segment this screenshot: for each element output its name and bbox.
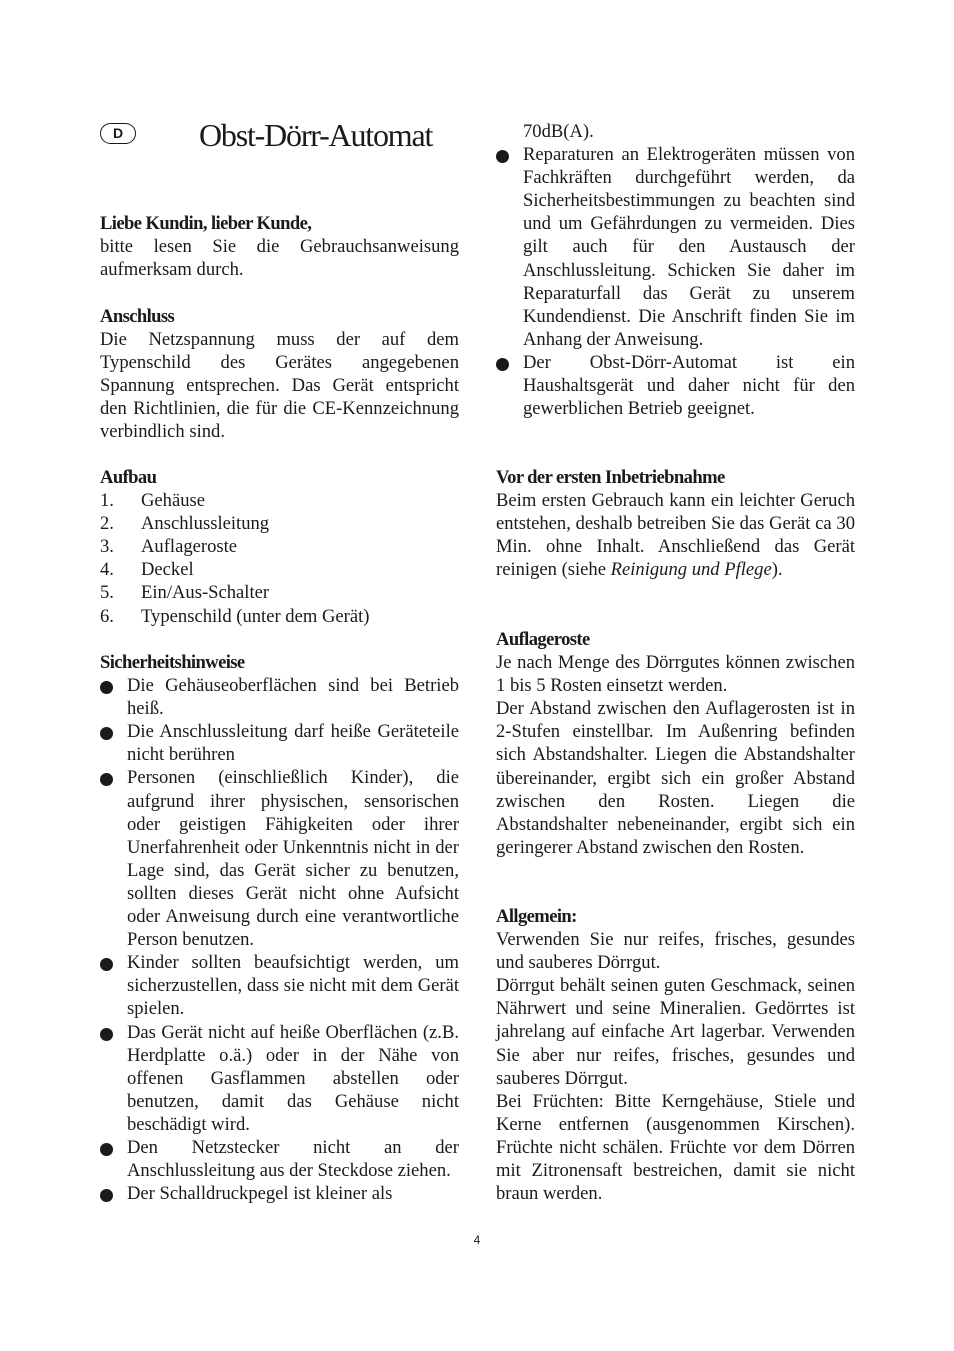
list-item bbox=[100, 581, 459, 604]
allgemein-section bbox=[496, 905, 855, 1205]
anschluss-section bbox=[100, 305, 459, 444]
list-item bbox=[100, 489, 459, 512]
aufbau-list bbox=[100, 489, 459, 628]
allgemein-text-1: Verwenden Sie nur reifes, frisches, gesundes und sauberes Dörrgut. bbox=[496, 929, 855, 974]
allgemein-heading: Allgemein: bbox=[496, 906, 577, 927]
item-text: Der Schalldruckpegel ist kleiner als bbox=[127, 1183, 393, 1205]
greeting-section bbox=[100, 212, 459, 281]
list-item bbox=[100, 674, 459, 720]
list-item bbox=[100, 1021, 459, 1136]
list-item bbox=[100, 535, 459, 558]
bullet-icon bbox=[100, 681, 113, 694]
item-text: Kinder sollten beaufsichtigt werden, um sicherzustellen, dass sie nicht mit dem Gerät spielen. bbox=[127, 952, 459, 1020]
item-number: 5. bbox=[100, 582, 114, 604]
aufbau-section bbox=[100, 466, 459, 628]
bullet-icon bbox=[100, 958, 113, 971]
item-number: 6. bbox=[100, 605, 114, 627]
list-item bbox=[100, 951, 459, 1020]
auflageroste-section bbox=[496, 628, 855, 859]
list-item bbox=[100, 512, 459, 535]
inbetrieb-section bbox=[496, 466, 855, 581]
item-text: Ein/Aus-Schalter bbox=[141, 582, 270, 604]
language-badge: D bbox=[100, 123, 136, 144]
item-text: Der Obst-Dörr-Automat ist ein Haushaltsgerät und daher nicht für den gewerblichen Betrieb geeignet. bbox=[523, 351, 855, 420]
inbetrieb-text-main: Beim ersten Gebrauch kann ein leichter Geruch entstehen, deshalb betreiben Sie das Gerät ca 30 Min. ohne Inhalt. Anschließend das Gerät reinigen (siehe bbox=[496, 490, 855, 581]
list-item bbox=[100, 720, 459, 766]
item-text: Typenschild (unter dem Gerät) bbox=[141, 605, 370, 627]
item-text: Reparaturen an Elektrogeräten müssen von Fachkräften durchgeführt werden, da Sicherheitsbestimmungen zu beachten sind und um Gefährdungen zu vermeiden. Dies gilt auch für den Austausch der Anschlussleitung. Schicken Sie daher im Reparaturfall das Gerät zu unserem Kundendienst. Die Anschrift finden Sie im Anhang der Anweisung. bbox=[523, 144, 855, 350]
anschluss-text: Die Netzspannung muss der auf dem Typenschild des Gerätes angegebenen Spannung entsprechen. Das Gerät entspricht den Richtlinien, die für die CE-Kennzeichnung verbindlich sind. bbox=[100, 329, 459, 443]
list-item bbox=[100, 1182, 459, 1205]
sicherheit-list-continued bbox=[496, 143, 855, 420]
item-text: Die Gehäuseoberflächen sind bei Betrieb heiß. bbox=[127, 675, 459, 720]
item-text: Anschlussleitung bbox=[141, 513, 270, 535]
list-item bbox=[100, 558, 459, 581]
page-title: Obst-Dörr-Automat bbox=[199, 117, 433, 153]
item-text: Auflageroste bbox=[141, 536, 238, 558]
auflageroste-text-1: Je nach Menge des Dörrgutes können zwischen 1 bis 5 Rosten einsetzt werden. bbox=[496, 652, 855, 697]
list-item bbox=[496, 143, 855, 351]
bullet-icon bbox=[100, 727, 113, 740]
item-number: 3. bbox=[100, 536, 114, 558]
allgemein-text-2: Dörrgut behält seinen guten Geschmack, seinen Nährwert und seine Mineralien. Gedörrtes ist jahrelang auf einfache Art lagerbar. Verwenden Sie aber nur reifes, frisches, gesundes und sauberes Dörrgut. bbox=[496, 975, 855, 1089]
item-number: 4. bbox=[100, 559, 114, 581]
bullet-icon bbox=[496, 358, 509, 371]
item-text: Gehäuse bbox=[141, 490, 206, 512]
sicherheit-section bbox=[100, 651, 459, 1205]
inbetrieb-text-end: ). bbox=[771, 559, 783, 581]
item-text: Deckel bbox=[141, 559, 194, 581]
inbetrieb-text bbox=[496, 489, 855, 581]
sicherheit-list bbox=[100, 674, 459, 1205]
item-number: 1. bbox=[100, 490, 114, 512]
aufbau-heading: Aufbau bbox=[100, 467, 157, 488]
item-number: 2. bbox=[100, 513, 114, 535]
item-text: Das Gerät nicht auf heiße Oberflächen (z.B. Herdplatte o.ä.) oder in der Nähe von offenen Gasflammen abstellen oder benutzen, damit das Gehäuse nicht beschädigt wird. bbox=[127, 1021, 459, 1135]
bullet-icon bbox=[496, 150, 509, 163]
list-item bbox=[496, 351, 855, 420]
list-item bbox=[100, 1136, 459, 1182]
greeting-text: bitte lesen Sie die Gebrauchsanweisung aufmerksam durch. bbox=[100, 236, 459, 281]
sicherheit-continued-section bbox=[496, 120, 855, 420]
sicherheit-heading: Sicherheitshinweise bbox=[100, 652, 245, 673]
bullet-icon bbox=[100, 1143, 113, 1156]
list-item bbox=[100, 766, 459, 951]
anschluss-heading: Anschluss bbox=[100, 306, 175, 327]
item-text: Den Netzstecker nicht an der Anschlussleitung aus der Steckdose ziehen. bbox=[127, 1136, 459, 1182]
list-item bbox=[100, 605, 459, 628]
item-text: Die Anschlussleitung darf heiße Geräteteile nicht berühren bbox=[127, 721, 459, 766]
auflageroste-text-2: Der Abstand zwischen den Auflagerosten ist in 2-Stufen einstellbar. Im Außenring befinden sich Abstandshalter. Liegen die Abstandshalter übereinander, ergibt sich ein großer Abstand zwischen den Rosten. Liegen die Abstandshalter nebeneinander, ergibt sich ein geringerer Abstand zwischen den Rosten. bbox=[496, 698, 855, 858]
item-text: Personen (einschließlich Kinder), die aufgrund ihrer physischen, sensorischen oder geistigen Fähigkeiten oder ihrer Unerfahrenheit oder Unkenntnis nicht in der Lage sind, das Gerät sicher zu benutzen, sollten dieses Gerät nicht ohne Aufsicht oder Anweisung durch eine verantwortliche Person benutzen. bbox=[127, 767, 459, 951]
bullet-icon bbox=[100, 1028, 113, 1041]
greeting-heading: Liebe Kundin, lieber Kunde, bbox=[100, 213, 312, 234]
inbetrieb-text-reference: Reinigung und Pflege bbox=[610, 559, 772, 581]
allgemein-text-3: Bei Früchten: Bitte Kerngehäuse, Stiele und Kerne entfernen (ausgenommen Kirschen). Früchte nicht schälen. Früchte vor dem Dörren mit Zitronensaft bestreichen, damit sie nicht braun werden. bbox=[496, 1090, 855, 1205]
bullet-icon bbox=[100, 1189, 113, 1202]
bullet-icon bbox=[100, 773, 113, 786]
inbetrieb-heading: Vor der ersten Inbetriebnahme bbox=[496, 467, 725, 488]
page-number: 4 bbox=[473, 1233, 481, 1247]
auflageroste-heading: Auflageroste bbox=[496, 629, 590, 650]
continued-text: 70dB(A). bbox=[523, 121, 594, 142]
